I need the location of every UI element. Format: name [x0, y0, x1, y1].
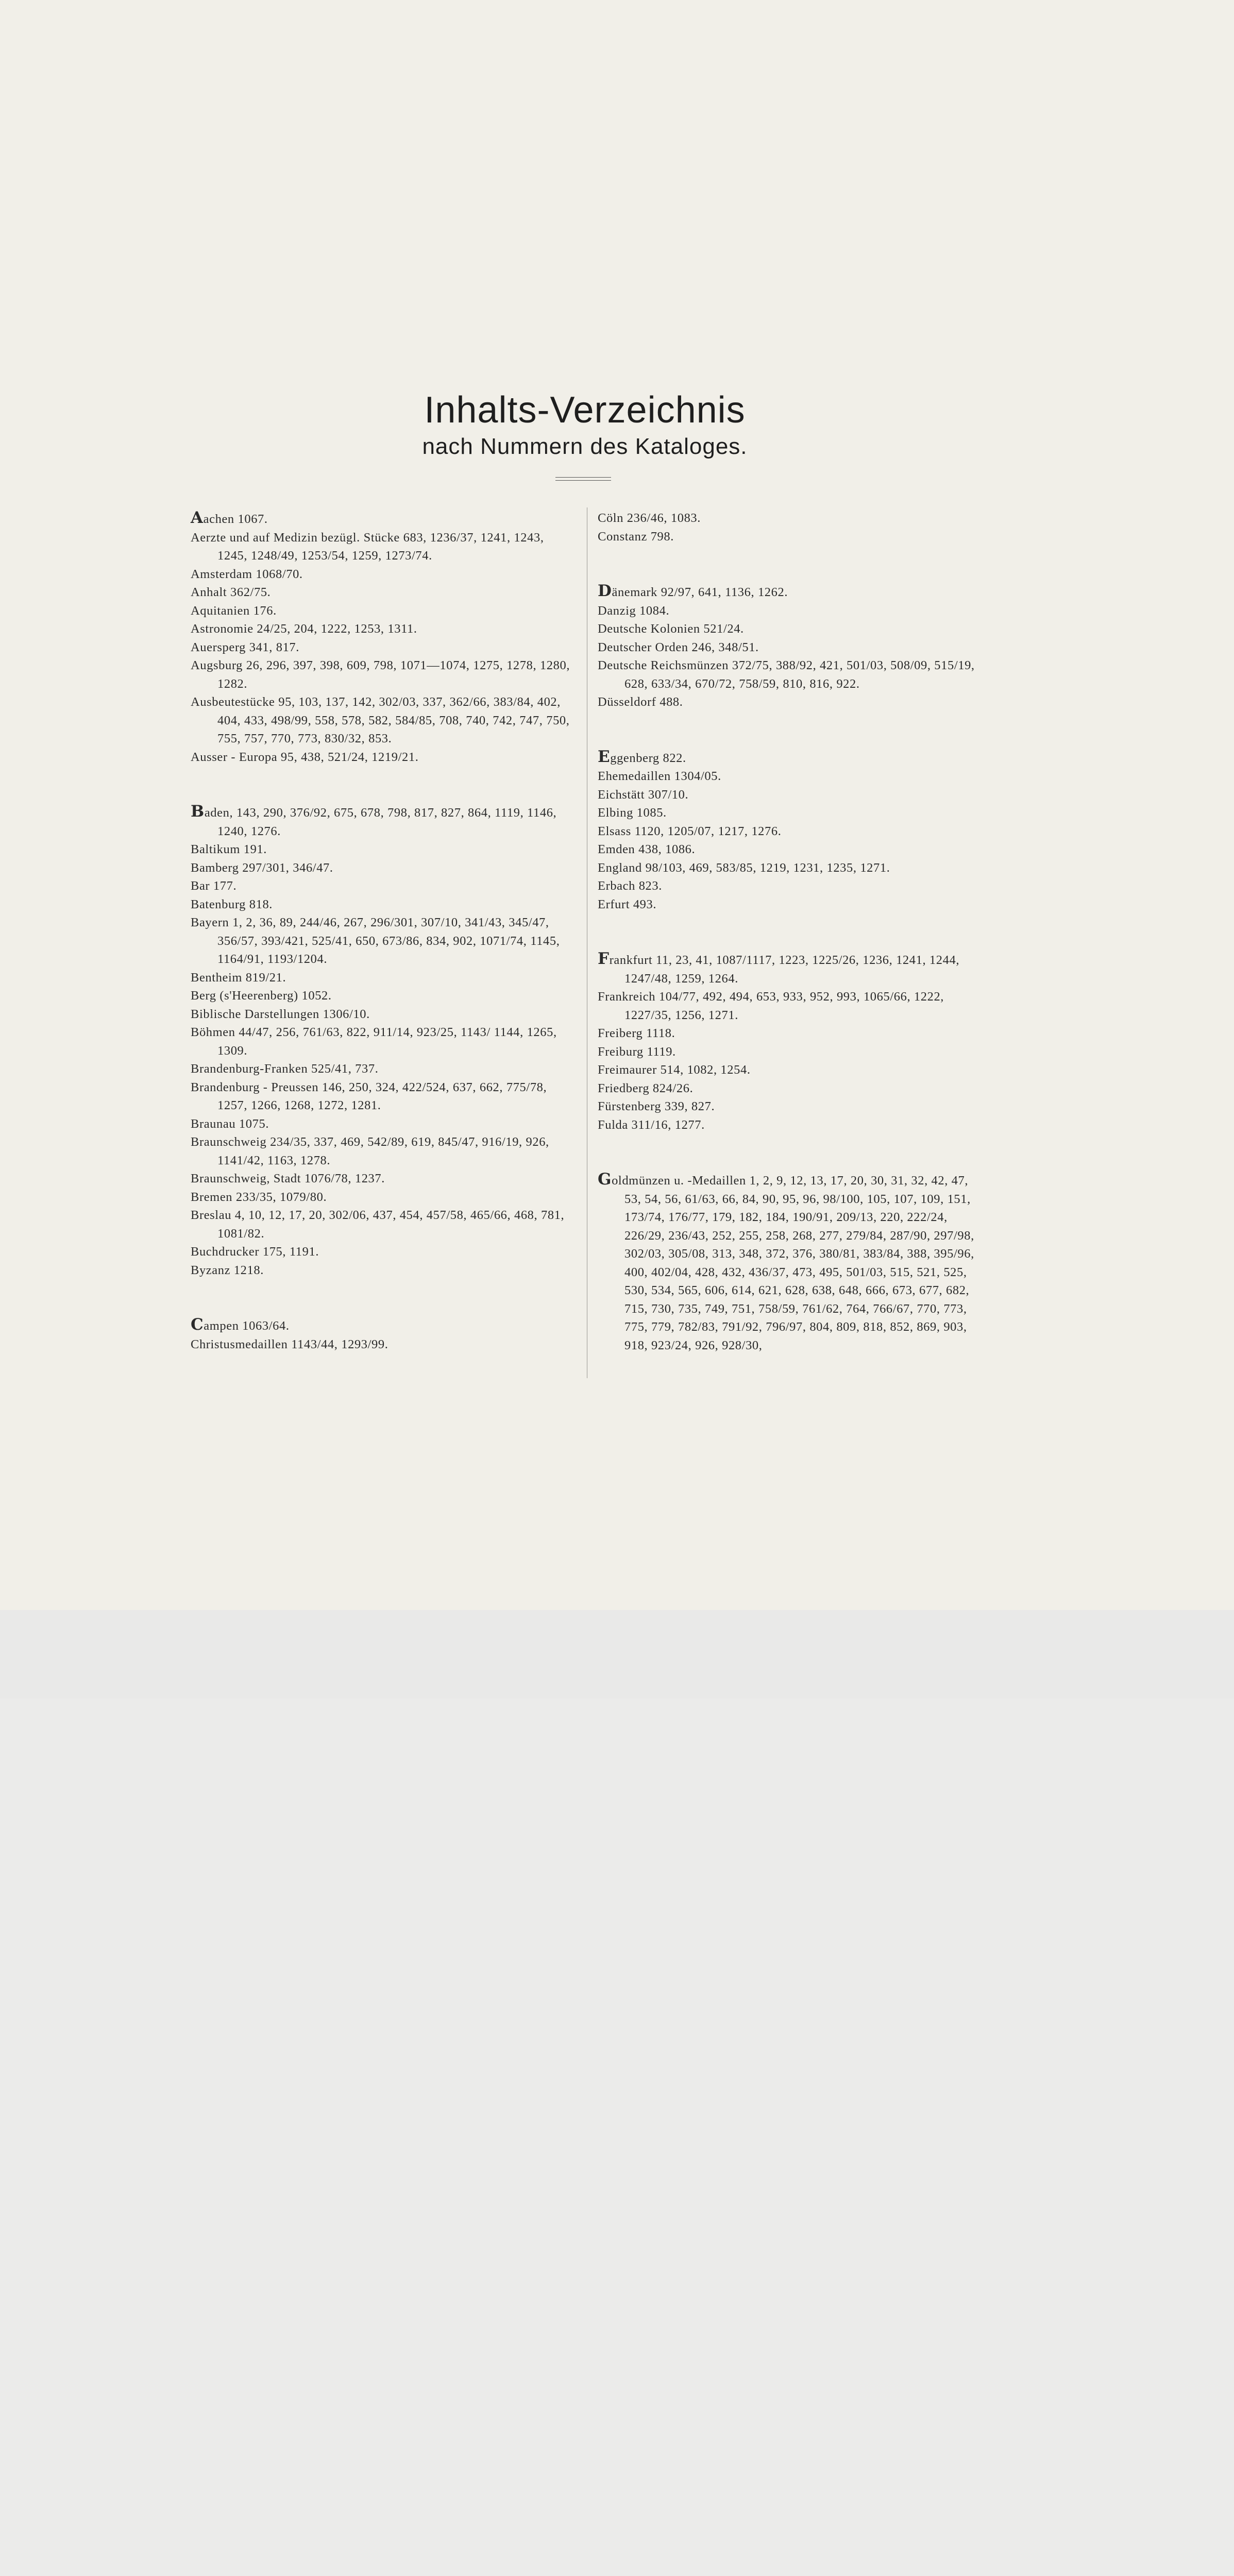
index-entry: Braunschweig 234/35, 337, 469, 542/89, 619, 845/47, 916/19, 926, 1141/42, 1163, 1278.	[191, 1135, 549, 1167]
index-entry: Brandenburg - Preussen 146, 250, 324, 422/524, 637, 662, 775/78, 1257, 1266, 1268, 1272, 1281.	[191, 1080, 547, 1112]
index-entry: Freiburg 1119.	[598, 1044, 676, 1059]
index-entry: Frankreich 104/77, 492, 494, 653, 933, 952, 993, 1065/66, 1222, 1227/35, 1256, 1271.	[598, 990, 944, 1022]
index-entry: Elbing 1085.	[598, 806, 667, 820]
index-letter-group	[598, 509, 979, 546]
index-initial-letter: E	[598, 747, 611, 766]
index-entry: Erfurt 493.	[598, 897, 657, 911]
index-entry: Deutscher Orden 246, 348/51.	[598, 640, 759, 654]
index-entry: Eichstätt 307/10.	[598, 787, 689, 802]
index-entry-text: ggenberg 822.	[610, 751, 686, 765]
index-entry: Aerzte und auf Medizin bezügl. Stücke 683, 1236/37, 1241, 1243, 1245, 1248/49, 1253/54, 1259, 1273/74.	[191, 530, 544, 563]
index-entry	[191, 509, 572, 529]
index-initial-letter: C	[191, 1315, 204, 1334]
index-entry-text: oldmünzen u. -Medaillen 1, 2, 9, 12, 13, 17, 20, 30, 31, 32, 42, 47, 53, 54, 56, 61/63, 66, 84, 90, 95, 96, 98/100, 105, 107, 109, 151, 173/74, 176/77, 179, 182, 184, 190/91, 209/13, 220, 222/24, 226/29, 236/43, 252, 255, 258, 268, 277, 279/84, 287/90, 297/98, 302/03, 305/08, 313, 348, 372, 376, 380/81, 383/84, 388, 395/96, 400, 402/04, 428, 432, 436/37, 473, 495, 501/03, 515, 521, 525, 530, 534, 565, 606, 614, 621, 628, 638, 648, 666, 673, 677, 682, 715, 730, 735, 749, 751, 758/59, 761/62, 764, 766/67, 770, 773, 775, 779, 782/83, 791/92, 796/97, 804, 809, 818, 852, 869, 903, 918, 923/24, 926, 928/30,	[612, 1174, 974, 1352]
index-entry: Breslau 4, 10, 12, 17, 20, 302/06, 437, 454, 457/58, 465/66, 468, 781, 1081/82.	[191, 1208, 565, 1241]
index-initial-letter: F	[598, 950, 610, 968]
index-entry: Aquitanien 176.	[191, 603, 277, 618]
index-column-right	[598, 509, 979, 1391]
index-entry: Biblische Darstellungen 1306/10.	[191, 1007, 370, 1021]
index-initial-letter: B	[191, 802, 205, 821]
index-entry: Braunau 1075.	[191, 1116, 269, 1131]
index-column-left	[191, 509, 572, 1390]
index-entry: Buchdrucker 175, 1191.	[191, 1245, 319, 1259]
index-letter-group	[598, 582, 979, 711]
index-entry-text: aden, 143, 290, 376/92, 675, 678, 798, 817, 827, 864, 1119, 1146, 1240, 1276.	[204, 806, 557, 838]
page-subtitle: nach Nummern des Kataloges.	[422, 434, 748, 459]
index-entry: Emden 438, 1086.	[598, 842, 696, 856]
index-entry: Cöln 236/46, 1083.	[598, 511, 701, 525]
index-entry: Astronomie 24/25, 204, 1222, 1253, 1311.	[191, 622, 417, 636]
index-entry: Ausbeutestücke 95, 103, 137, 142, 302/03, 337, 362/66, 383/84, 402, 404, 433, 498/99, 558, 578, 582, 584/85, 708, 740, 742, 747, 750, 755, 757, 770, 773, 830/32, 853.	[191, 695, 570, 745]
index-entry: Freimaurer 514, 1082, 1254.	[598, 1063, 751, 1077]
index-entry: Danzig 1084.	[598, 603, 670, 618]
index-entry: Baltikum 191.	[191, 842, 267, 856]
index-entry: Fulda 311/16, 1277.	[598, 1117, 705, 1132]
index-entry: Deutsche Kolonien 521/24.	[598, 622, 744, 636]
index-letter-group	[191, 803, 572, 1279]
index-entry: Ausser - Europa 95, 438, 521/24, 1219/21.	[191, 750, 419, 764]
index-entry: Amsterdam 1068/70.	[191, 567, 303, 581]
index-entry: Braunschweig, Stadt 1076/78, 1237.	[191, 1172, 385, 1185]
index-entry-text: rankfurt 11, 23, 41, 1087/1117, 1223, 1225/26, 1236, 1241, 1244, 1247/48, 1259, 1264.	[609, 953, 960, 986]
index-entry: Bar 177.	[191, 879, 237, 893]
index-entry: Augsburg 26, 296, 397, 398, 609, 798, 1071—1074, 1275, 1278, 1280, 1282.	[191, 658, 570, 691]
index-entry: Batenburg 818.	[191, 897, 273, 911]
index-entry	[598, 1171, 979, 1354]
index-entry: Brandenburg-Franken 525/41, 737.	[191, 1062, 379, 1076]
index-entry: Friedberg 824/26.	[598, 1081, 694, 1095]
index-initial-letter: D	[598, 582, 612, 600]
index-letter-group	[598, 748, 979, 914]
index-entry: Deutsche Reichsmünzen 372/75, 388/92, 421, 501/03, 508/09, 515/19, 628, 633/34, 670/72, 758/59, 810, 816, 922.	[598, 658, 975, 691]
title-divider	[555, 477, 611, 481]
page-title: Inhalts-Verzeichnis	[424, 389, 746, 431]
index-entry: Elsass 1120, 1205/07, 1217, 1276.	[598, 824, 782, 838]
index-entry: Auersperg 341, 817.	[191, 640, 300, 654]
index-entry: Düsseldorf 488.	[598, 695, 683, 709]
index-entry: Constanz 798.	[598, 529, 674, 544]
index-initial-letter: A	[191, 509, 204, 527]
index-entry: Fürstenberg 339, 827.	[598, 1099, 715, 1113]
index-entry: Bremen 233/35, 1079/80.	[191, 1190, 327, 1204]
index-entry-text: achen 1067.	[203, 512, 268, 526]
index-entry: Anhalt 362/75.	[191, 585, 271, 599]
index-entry: Ehemedaillen 1304/05.	[598, 769, 721, 783]
index-entry	[598, 748, 979, 768]
index-entry: Byzanz 1218.	[191, 1263, 264, 1277]
index-entry: Erbach 823.	[598, 879, 662, 893]
index-entry: Bamberg 297/301, 346/47.	[191, 860, 333, 875]
index-letter-group	[598, 1171, 979, 1354]
index-initial-letter: G	[598, 1170, 612, 1189]
index-entry	[191, 1316, 572, 1335]
index-entry: Bentheim 819/21.	[191, 970, 286, 985]
digitization-footer	[0, 1610, 1234, 1699]
index-entry: Christusmedaillen 1143/44, 1293/99.	[191, 1337, 388, 1351]
index-entry: Berg (s'Heerenberg) 1052.	[191, 989, 332, 1003]
index-entry-text: änemark 92/97, 641, 1136, 1262.	[612, 585, 788, 599]
index-entry	[598, 950, 979, 988]
index-entry: England 98/103, 469, 583/85, 1219, 1231, 1235, 1271.	[598, 860, 890, 875]
index-letter-group	[191, 1316, 572, 1353]
index-entry: Böhmen 44/47, 256, 761/63, 822, 911/14, 923/25, 1143/ 1144, 1265, 1309.	[191, 1025, 557, 1058]
index-entry-text: ampen 1063/64.	[204, 1319, 290, 1333]
index-entry	[191, 803, 572, 840]
index-entry: Bayern 1, 2, 36, 89, 244/46, 267, 296/301, 307/10, 341/43, 345/47, 356/57, 393/421, 525/41, 650, 673/86, 834, 902, 1071/74, 1145, 1164/91, 1193/1204.	[191, 916, 560, 966]
index-entry	[598, 582, 979, 602]
index-entry: Freiberg 1118.	[598, 1026, 675, 1040]
index-letter-group	[191, 509, 572, 766]
index-letter-group	[598, 950, 979, 1134]
